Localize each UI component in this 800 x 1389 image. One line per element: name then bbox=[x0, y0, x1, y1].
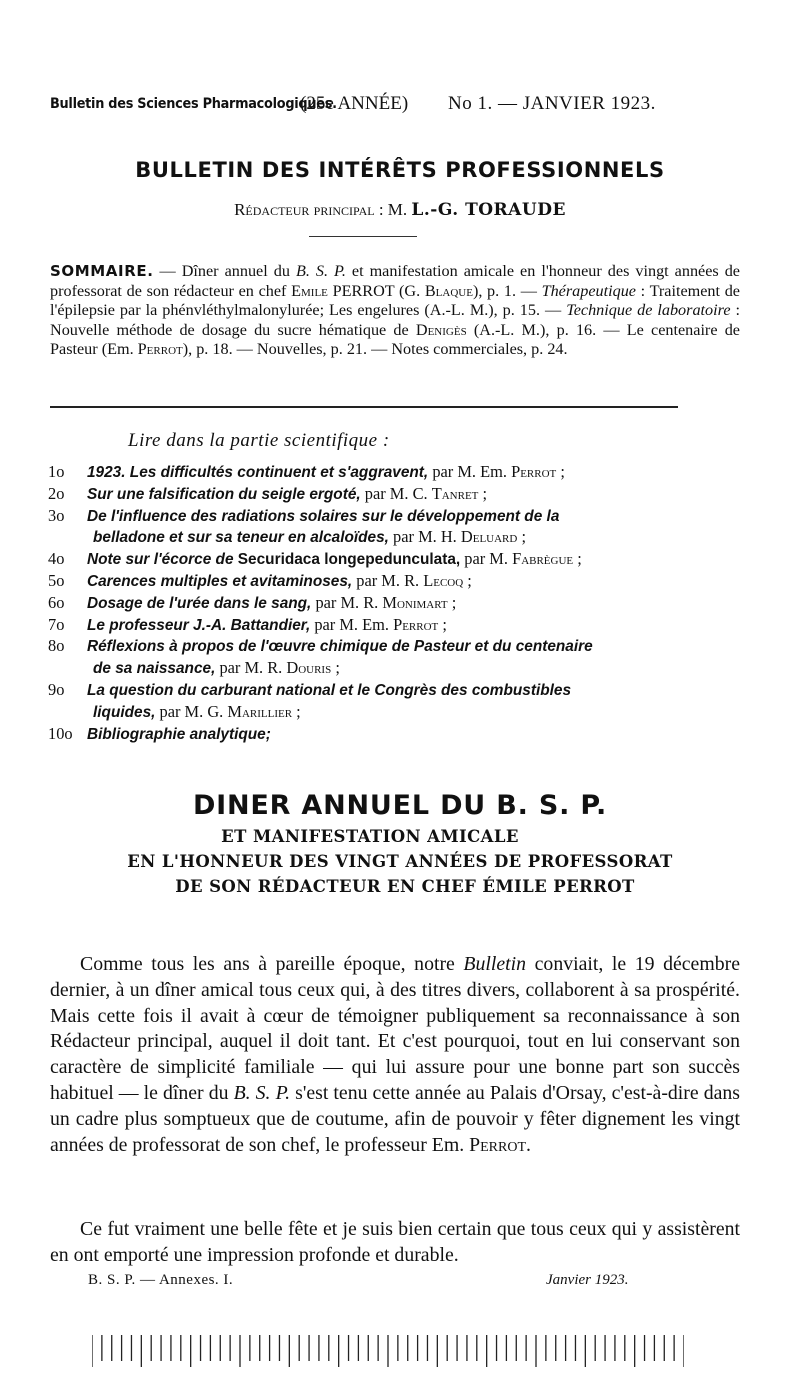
contents-list bbox=[48, 461, 688, 744]
sommaire-text: Blaque bbox=[424, 281, 473, 300]
list-item bbox=[48, 461, 688, 483]
item-title: Le professeur J.-A. Battandier, bbox=[87, 616, 311, 634]
paragraph-text: Perrot bbox=[469, 1133, 527, 1156]
item-title: Carences multiples et avitaminoses, bbox=[87, 572, 353, 590]
lire-heading: Lire dans la partie scientifique : bbox=[128, 430, 390, 451]
item-number: 5o bbox=[48, 570, 65, 590]
item-author: Tanret bbox=[431, 483, 479, 503]
article-subtitle: DE SON RÉDACTEUR EN CHEF ÉMILE PERROT bbox=[175, 877, 635, 896]
item-end: ; bbox=[517, 527, 526, 547]
list-item-continued bbox=[48, 701, 688, 723]
sommaire-text: PERROT (G. bbox=[327, 281, 425, 300]
article-paragraph bbox=[50, 1217, 740, 1269]
long-rule bbox=[50, 406, 678, 408]
list-item bbox=[48, 548, 688, 570]
item-number: 4o bbox=[48, 549, 65, 569]
editor-line bbox=[0, 200, 730, 220]
sommaire-text: : Nouvelle méthode de dosage du sucre hématique de bbox=[50, 301, 740, 339]
list-item bbox=[48, 723, 688, 745]
sommaire-text: Thérapeutique bbox=[541, 281, 636, 300]
item-by: par M. R. bbox=[311, 592, 383, 612]
item-end: ; bbox=[331, 658, 340, 678]
item-title: De l'influence des radiations solaires sur le développement de la bbox=[87, 507, 560, 525]
list-item bbox=[48, 570, 688, 592]
item-author: Deluard bbox=[460, 527, 518, 547]
item-title: La question du carburant national et le Congrès des combustibles bbox=[87, 681, 572, 699]
sommaire-text: ), p. 18. — Nouvelles, p. 21. — Notes commerciales, p. 24. bbox=[182, 340, 568, 359]
footer-date: Janvier 1923. bbox=[546, 1272, 629, 1288]
journal-year: (25e ANNÉE) bbox=[300, 93, 409, 114]
item-species: Securidaca longepedunculata, bbox=[233, 551, 461, 569]
list-item bbox=[48, 483, 688, 505]
item-number: 10o bbox=[48, 723, 73, 743]
editor-name: L.-G. TORAUDE bbox=[411, 200, 566, 220]
item-title: Dosage de l'urée dans le sang, bbox=[87, 594, 312, 612]
sommaire-text: et manifestation amicale en l'honneur des vingt années de professorat de son rédacteur en chef bbox=[50, 262, 740, 300]
sommaire-block bbox=[50, 262, 740, 360]
item-author: Perrot bbox=[393, 614, 439, 634]
item-title: Bibliographie analytique; bbox=[87, 725, 271, 743]
item-number: 6o bbox=[48, 592, 65, 612]
scale-ruler bbox=[92, 1335, 684, 1367]
paragraph-text: . bbox=[526, 1133, 531, 1156]
list-item bbox=[48, 592, 688, 614]
item-title: Sur une falsification du seigle ergoté, bbox=[87, 485, 361, 503]
sommaire-text: Emile bbox=[291, 281, 328, 300]
item-end: ; bbox=[573, 549, 582, 569]
paragraph-text: Ce fut vraiment une belle fête et je suis bien certain que tous ceux qui y assistèrent en ont emporté une impression profonde et durable. bbox=[50, 1218, 740, 1266]
issue-number: No 1. — JANVIER 1923. bbox=[448, 93, 656, 114]
item-end: ; bbox=[556, 462, 565, 481]
journal-running-title: Bulletin des Sciences Pharmacologiques. bbox=[50, 96, 337, 112]
item-author: Marillier bbox=[227, 701, 293, 721]
item-by: par M. Em. bbox=[310, 614, 394, 634]
paragraph-text: B. S. P. bbox=[233, 1081, 291, 1104]
item-by: par M. R. bbox=[352, 570, 424, 590]
sommaire-text: (A.-L. M.), p. 16. — Le centenaire de Pasteur (Em. bbox=[50, 320, 740, 359]
item-number: 8o bbox=[48, 636, 65, 656]
list-item-continued bbox=[48, 657, 688, 679]
paragraph-text: Comme tous les ans à pareille époque, notre bbox=[80, 953, 464, 975]
item-by: par M. C. bbox=[360, 483, 432, 503]
item-title: liquides, bbox=[93, 703, 156, 721]
sommaire-text: Technique de laboratoire bbox=[566, 301, 731, 320]
item-number: 7o bbox=[48, 614, 65, 634]
short-rule bbox=[309, 236, 417, 237]
article-title: DINER ANNUEL DU B. S. P. bbox=[192, 790, 608, 821]
item-end: ; bbox=[478, 483, 488, 503]
sommaire-text: Denigès bbox=[415, 320, 467, 339]
sommaire-text: ), p. 1. — bbox=[472, 281, 542, 300]
list-item bbox=[48, 505, 688, 527]
item-author: Lecoq bbox=[423, 570, 464, 590]
editor-label: Rédacteur principal : M. bbox=[234, 200, 408, 219]
article-paragraph bbox=[50, 952, 740, 1158]
item-number: 2o bbox=[48, 483, 65, 503]
article-subtitle: EN L'HONNEUR DES VINGT ANNÉES DE PROFESSORAT bbox=[127, 852, 673, 871]
article-subtitle: ET MANIFESTATION AMICALE bbox=[221, 827, 519, 846]
item-author: Douris bbox=[286, 658, 332, 678]
sommaire-text: Perrot bbox=[137, 340, 183, 359]
item-title: Note sur l'écorce de bbox=[87, 551, 234, 569]
paragraph-text: s'est tenu cette année au Palais d'Orsay, c'est-à-dire dans un cadre plus somptueux que de coutume, afin de pouvoir y fêter dignement les vingt années de professorat de son chef, le professeur Em. bbox=[50, 1081, 740, 1156]
item-title: 1923. Les difficultés continuent et s'aggravent, bbox=[87, 464, 429, 481]
item-by: par M. Em. bbox=[428, 462, 512, 481]
list-item bbox=[48, 679, 688, 701]
item-by: par M. R. bbox=[215, 658, 287, 678]
item-end: ; bbox=[292, 701, 301, 721]
item-end: ; bbox=[447, 592, 457, 612]
item-by: par M. bbox=[460, 549, 513, 569]
footer-left: B. S. P. — Annexes. I. bbox=[88, 1272, 234, 1288]
section-title: BULLETIN DES INTÉRÊTS PROFESSIONNELS bbox=[135, 158, 665, 182]
item-end: ; bbox=[463, 570, 472, 590]
sommaire-text: : Traitement de l'épilepsie par la phénvléthylmalonylurée; Les engelures (A.-L. M.), p. 15. — bbox=[50, 281, 740, 320]
list-item-continued bbox=[48, 526, 688, 548]
item-title: belladone et sur sa teneur en alcaloïdes, bbox=[93, 529, 389, 547]
sommaire-text: B. S. P. bbox=[295, 262, 346, 280]
paragraph-text: conviait, le 19 décembre dernier, à un dîner amical tous ceux qui, à des titres divers, collaborent à sa prospérité. Mais cette fois il avait à cœur de témoigner publiquement sa reconnaissance à son Rédacteur principal, auquel il doit tant. Et c'est pourquoi, tout en lui conservant son caractère de simplicité familiale — qui lui assure pour une bonne part son succès habituel — le dîner du bbox=[50, 953, 740, 1104]
item-number: 9o bbox=[48, 679, 65, 699]
item-title: de sa naissance, bbox=[93, 660, 216, 678]
list-item bbox=[48, 635, 688, 657]
item-number: 3o bbox=[48, 505, 65, 525]
item-end: ; bbox=[438, 614, 447, 634]
item-by: par M. G. bbox=[155, 701, 228, 721]
sommaire-label: SOMMAIRE. bbox=[50, 262, 154, 280]
item-title: Réflexions à propos de l'œuvre chimique de Pasteur et du centenaire bbox=[87, 638, 593, 656]
item-number: 1o bbox=[48, 462, 65, 481]
item-author: Perrot bbox=[511, 462, 557, 481]
item-author: Monimart bbox=[382, 592, 448, 612]
item-by: par M. H. bbox=[388, 527, 461, 547]
paragraph-text: Bulletin bbox=[463, 953, 527, 975]
list-item bbox=[48, 614, 688, 636]
item-author: Fabrègue bbox=[512, 549, 574, 569]
sommaire-text: — Dîner annuel du bbox=[153, 262, 296, 280]
